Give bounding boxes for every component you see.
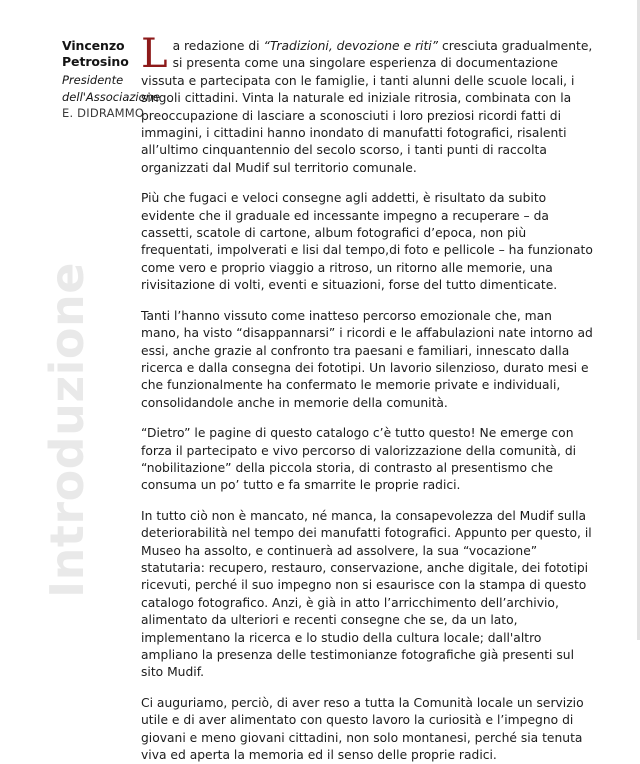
paragraph-1-italic-title: “Tradizioni, devozione e riti”: [263, 39, 439, 53]
paragraph-1-lead: a redazione di: [172, 39, 264, 53]
paragraph-3: Tanti l’hanno vissuto come inatteso percorso emozionale che, man mano, ha visto “disappannarsi” i ricordi e le affabulazioni nate intorno ad essi, anche grazie al confronto tra paesani e familiari, innescato dalla ricerca e dalla consegna dei fototipi. Un lavorio silenzioso, durato mesi e che funzionalmente ha confermato le memorie private e individuali, consolidandole anche in memorie della comunità.: [141, 308, 593, 410]
section-title-vertical: Introduzione: [39, 262, 94, 598]
paragraph-5: In tutto ciò non è mancato, né manca, la consapevolezza del Mudif sulla deteriorabilità nel tempo dei manufatti fotografici. Appunto per questo, il Museo ha assolto, e continuerà ad assolvere, la sua “vocazione” statutaria: recupero, restauro, conservazione, anche digitale, dei fototipi ricevuti, perché il suo impegno non si esaurisce con la stampa di questo catalogo fotografico. Anzi, è già in atto l’arricchimento dell’archivio, alimentato da ulteriori e recenti consegne che se, da un lato, implementano la ricerca e lo studio della cultura locale; dall'altro ampliano la presenza delle testimonianze fotografiche già presenti sul sito Mudif.: [141, 508, 592, 680]
paragraph-1: [141, 31, 593, 177]
author-name-line2: Petrosino: [62, 54, 129, 69]
author-role-line2: dell'Associazione: [62, 90, 161, 105]
left-column: [0, 0, 161, 640]
drop-cap-letter: L: [141, 31, 168, 77]
author-name-line1: Vincenzo: [62, 38, 125, 53]
section-title-container: [0, 230, 133, 630]
paragraph-4: “Dietro” le pagine di questo catalogo c’è tutto questo! Ne emerge con forza il partecipato e vivo percorso di valorizzazione della comunità, di “nobilitazione” della piccola storia, di contrasto al presentismo che consuma un po’ tutto e fa smarrite le proprie radici.: [141, 426, 577, 493]
paragraph-2: Più che fugaci e veloci consegne agli addetti, è risultato da subito evidente che il graduale ed incessante impegno a recuperare – da cassetti, scatole di cartone, album fotografici d’epoca, non più frequentati, impolverati e lisi dal tempo,di foto e pellicole – ha funzionato come vero e proprio viaggio a ritroso, un ritorno alle memorie, una rivisitazione di volti, eventi e situazioni, forse del tutto dimenticate.: [141, 191, 593, 293]
body-text-column: [141, 31, 593, 764]
author-organization: E. DIDRAMMO: [62, 105, 145, 120]
paragraph-1-rest: cresciuta gradualmente, si presenta come una singolare esperienza di documentazione vissuta e partecipata con le famiglie, i tanti alunni delle scuole locali, i singoli cittadini. Vinta la naturale ed iniziale ritrosia, combinata con la preoccupazione di lasciare a sconosciuti i loro preziosi ricordi fatti di immagini, i cittadini hanno inondato di manufatti fotografici, risalenti all’ultimo cinquantennio del secolo scorso, i tanti punti di raccolta organizzati dal Mudif sul territorio comunale.: [141, 39, 593, 175]
author-block: [62, 38, 161, 120]
author-role-line1: Presidente: [62, 73, 124, 87]
paragraph-6: Ci auguriamo, perciò, di aver reso a tutta la Comunità locale un servizio utile e di aver alimentato con questo lavoro la curiosità e l’impegno di giovani e meno giovani cittadini, non solo montanesi, perché sia tenuta viva ed aperta la memoria ed il senso delle proprie radici.: [141, 695, 584, 763]
